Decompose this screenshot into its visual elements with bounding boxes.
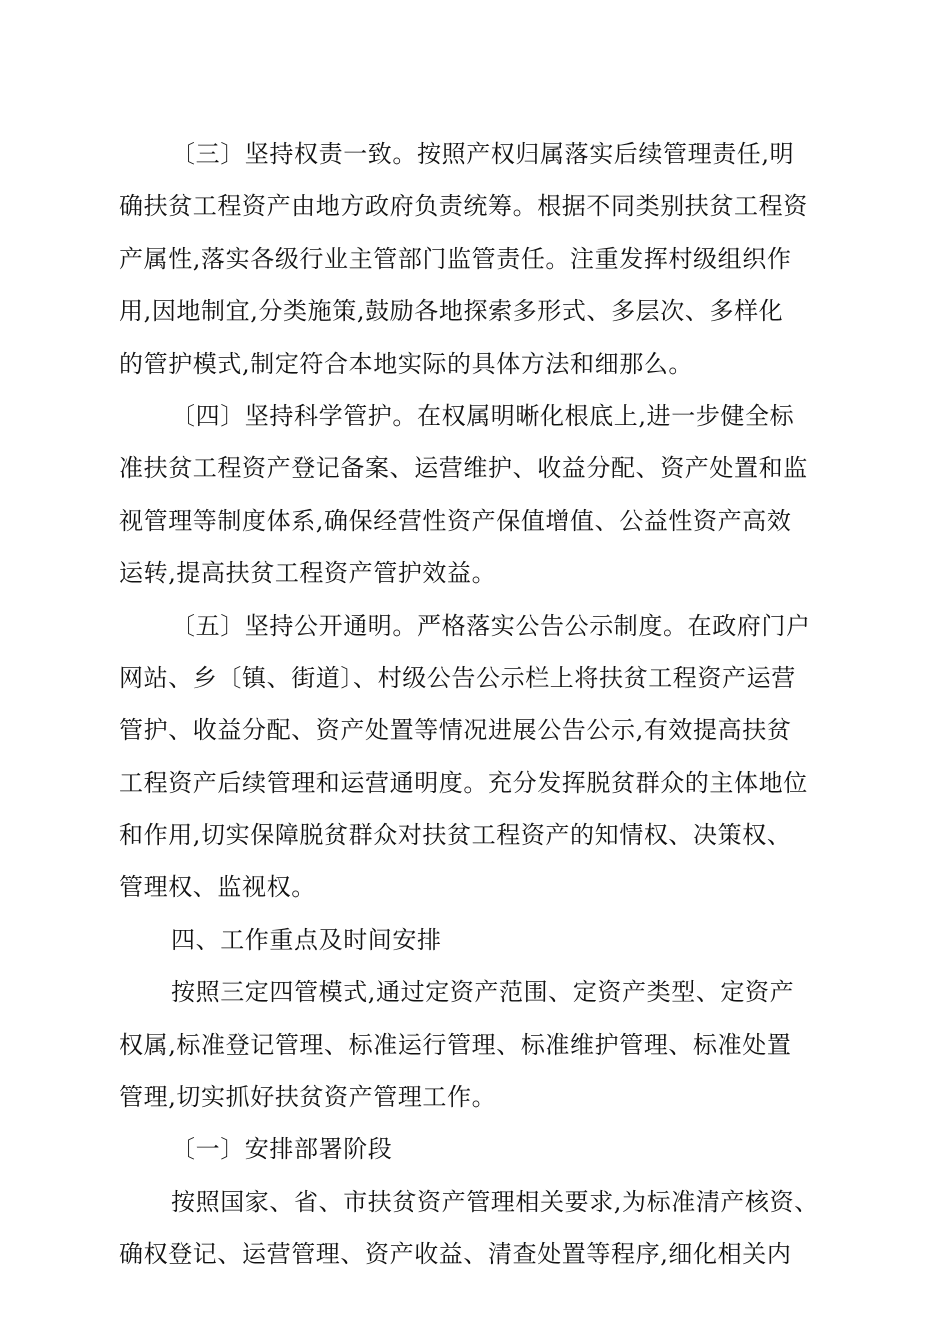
paragraph-line: 管理权、监视权。 [119,873,316,902]
paragraph-line: 视管理等制度体系,确保经营性资产保值增值、公益性资产高效 [119,506,792,535]
paragraph-line: 按照国家、省、市扶贫资产管理相关要求,为标准清产核资、 [171,1187,819,1216]
paragraph-line: 〔三〕坚持权责一致。按照产权归属落实后续管理责任,明 [171,140,795,168]
paragraph-line: 〔四〕坚持科学管护。在权属明晰化根底上,进一步健全标 [171,401,795,430]
subsection-heading: 〔一〕安排部署阶段 [171,1135,393,1164]
paragraph-line: 确扶贫工程资产由地方政府负责统筹。根据不同类别扶贫工程资 [119,192,808,221]
paragraph-line: 产属性,落实各级行业主管部门监管责任。注重发挥村级组织作 [119,244,792,273]
paragraph-line: 用,因地制宜,分类施策,鼓励各地探索多形式、多层次、多样化 [119,297,784,326]
paragraph-line: 按照三定四管模式,通过定资产范围、定资产类型、定资产 [171,978,795,1007]
paragraph-line: 管理,切实抓好扶贫资产管理工作。 [119,1083,497,1112]
paragraph-line: 和作用,切实保障脱贫群众对扶贫工程资产的知情权、决策权、 [119,821,792,850]
paragraph-line: 准扶贫工程资产登记备案、运营维护、收益分配、资产处置和监 [119,454,808,483]
paragraph-line: 网站、乡〔镇、街道〕、村级公告公示栏上将扶贫工程资产运营 [119,663,796,692]
document-body [119,128,831,1281]
paragraph-line: 运转,提高扶贫工程资产管护效益。 [119,559,497,588]
paragraph-line: 权属,标准登记管理、标准运行管理、标准维护管理、标准处置 [119,1030,792,1059]
paragraph-line: 管护、收益分配、资产处置等情况进展公告公示,有效提高扶贫 [119,716,792,745]
paragraph-line: 〔五〕坚持公开通明。严格落实公告公示制度。在政府门户 [171,611,811,640]
paragraph-line: 确权登记、运营管理、资产收益、清查处置等程序,细化相关内 [119,1240,792,1269]
paragraph-line: 的管护模式,制定符合本地实际的具体方法和细那么。 [119,349,694,378]
section-heading: 四、工作重点及时间安排 [171,925,442,954]
paragraph-line: 工程资产后续管理和运营通明度。充分发挥脱贫群众的主体地位 [119,768,808,797]
